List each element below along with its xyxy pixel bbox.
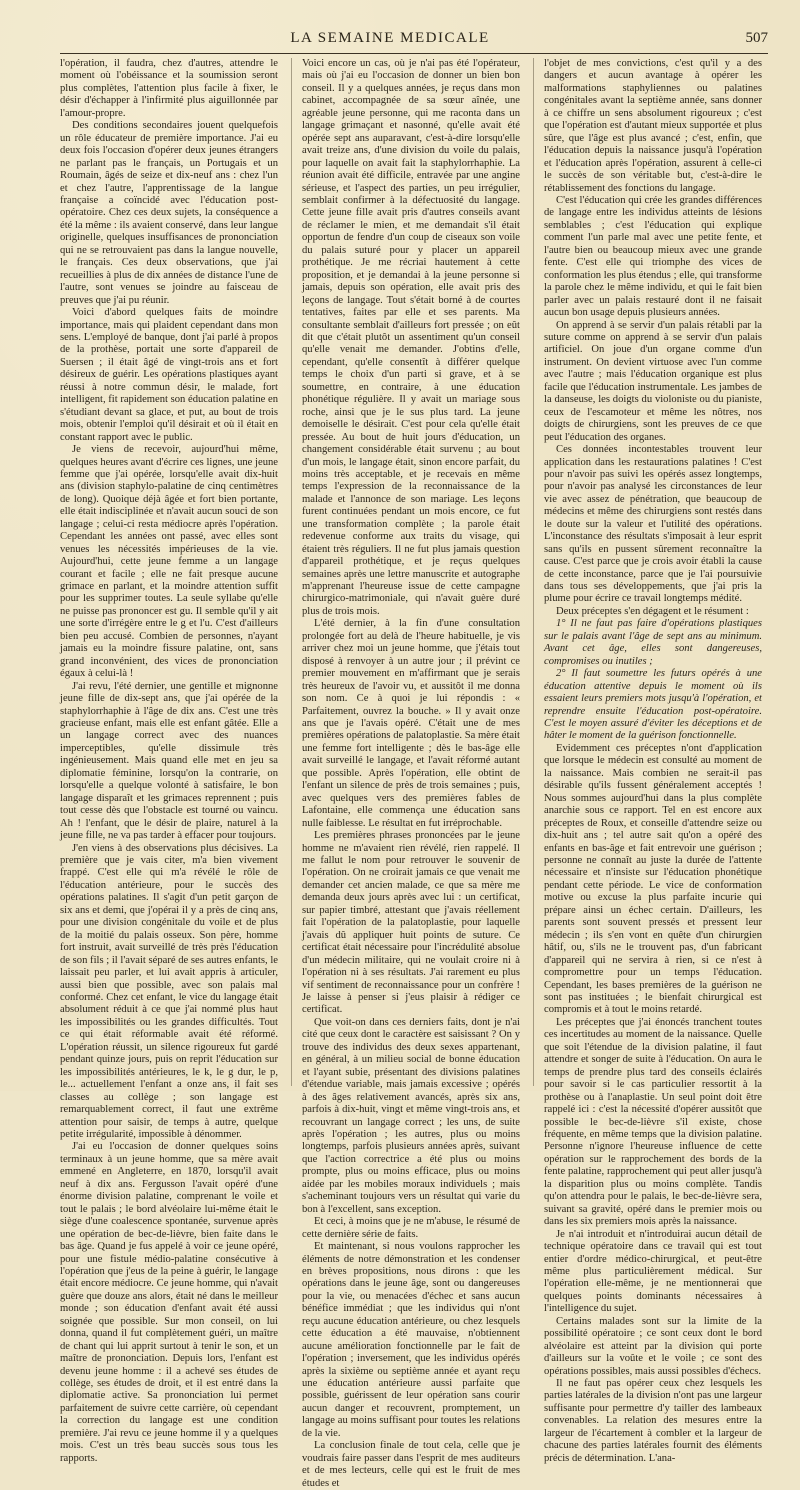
paragraph: Et maintenant, si nous voulons rapprocher les éléments de notre démonstration et les condenser en brèves propositions, nous dirons : que les opérations dans le jeune âge, sont ou dangereuses pour la vie, ou menacées d'échec et sans aucun bénéfice immédiat ; que les individus qui n'ont reçu aucune éducation antérieure, ou chez lesquels cette éducation a été mauvaise, n'obtiennent aucune amélioration fonctionnelle par le fait de l'opération ; inversement, que les individus opérés après la sixième ou septième année et ayant reçu une éducation antérieure aussi parfaite que possible, guérissent de leur opération sans courir aucun danger et recouvrent, promptement, un langage au moins suffisant pour toutes les relations de la vie. xyxy=(302,1241,520,1439)
text-column-right xyxy=(544,58,762,1464)
paragraph: 2° Il faut soumettre les futurs opérés à une éducation attentive depuis le moment où ils essaient leurs premiers mots jusqu'à l'opération, et reprendre ensuite l'éducation post-opératoire. C'est le moyen assuré d'éviter les déceptions et de hâter le moment de la guérison fonctionnelle. xyxy=(544,668,762,742)
text-column-left xyxy=(60,58,278,1464)
paragraph: C'est l'éducation qui crée les grandes différences de langage entre les individus atteints de lésions semblables ; c'est l'éducation qui explique comment l'un parle mal avec une petite fente, et l'autre bien ou beaucoup mieux avec une grande fente. C'est elle qui triomphe des vices de conformation les plus étendus ; elle, qui transforme la parole chez le même individu, et qui le fait bien parler avec un palais restauré dont il ne faisait aucun bon usage depuis plusieurs années. xyxy=(544,194,762,319)
text-column-middle xyxy=(302,58,520,1489)
paragraph: Evidemment ces préceptes n'ont d'application que lorsque le médecin est consulté au moment de la naissance. Mais combien ne serait-il pas désirable qu'ils fussent généralement acceptés ! Nous sommes aujourd'hui dans la plus complète anarchie sous ce rapport. Tel en est encore aux préceptes de Roux, et conseille d'attendre seize ou dix-huit ans ; tel autre sait qu'on a opéré des enfants en bas-âge et fait entrevoir une guérison ; personne ne connaît au juste la durée de l'attente nécessaire et n'insiste sur l'éducation phonétique pendant cette période. Le vice de conformation motive ou excuse la plus parfaite incurie qui prépare ainsi un échec certain. D'ailleurs, les parents sont souvent pressés et pressent leur médecin ; ils s'en vont en quête d'un chirurgien hâtif, ou, s'ils ne le trouvent pas, d'un fabricant d'appareil qui ne servira à rien, si ce n'est à compromettre pour un temps l'éducation. Cependant, les bases premières de la guérison ne sont pas instituées ; le bienfait chirurgical est compromis et à tout le moins retardé. xyxy=(544,742,762,1016)
running-title: LA SEMAINE MEDICALE xyxy=(290,30,490,46)
paragraph: La conclusion finale de tout cela, celle que je voudrais faire passer dans l'esprit de mes auditeurs et de mes lecteurs, celle qui est le fruit de mes études et xyxy=(302,1440,520,1489)
paragraph: Ces données incontestables trouvent leur application dans les restaurations palatines ! C'est pour n'avoir pas suivi les opérés assez longtemps, pour n'avoir pas analysé les circonstances de leur vie avec assez de pénétration, que beaucoup de médecins et même des chirurgiens sont restés dans le doute sur la valeur et l'utilité des opérations. L'inconstance des résultats s'imposait à leur esprit sans qu'ils en pussent sûrement reconnaître la cause. C'est parce que je crois avoir établi la cause de cette inconstance, parce que je l'ai poursuivie dans tous ses développements, que j'ai pris la plume pour écrire ce travail longtemps médité. xyxy=(544,444,762,605)
column-divider xyxy=(291,58,292,1086)
paragraph: Voici d'abord quelques faits de moindre importance, mais qui plaident cependant dans mon sens. L'employé de banque, dont j'ai parlé à propos de la prothèse, portait une sorte d'appareil de Suersen ; il était âgé de vingt-trois ans et fort désireux de guérir. Les opérations plastiques ayant réussi à notre commun désir, le malade, fort intelligent, fit rapidement son éducation palatine en s'étudiant devant sa glace, et put, au bout de trois mois, obtenir l'emploi qu'il désirait et où il était en constant rapport avec le public. xyxy=(60,307,278,443)
paragraph: J'en viens à des observations plus décisives. La première que je vais citer, m'a bien vivement frappé. C'est elle qui m'a révélé le rôle de l'éducation antérieure, pour le succès des opérations palatines. Il s'agit d'un petit garçon de six ans et demi, que j'opérai il y a près de cinq ans, pour une division congénitale du voile et de plus de la moitié du palais osseux. Son père, homme fort instruit, avait surveillé de très près l'éducation de son fils ; il l'avait séparé de ses autres enfants, le laissait peu parler, et lui avait appris à articuler, aussi bien que possible, avec son palais mal conformé. Chez cet enfant, le vice du langage était absolument réduit à ce que j'ai nommé plus haut les impossibilités ou les grandes difficultés. Tout ce qui était réformable avait été réformé. L'opération réussit, un silence rigoureux fut gardé pendant quinze jours, puis on reprit l'éducation sur les impossibilités antérieures, le k, le g dur, le p, le... actuellement l'enfant a onze ans, il fait ses classes au collège ; son langage est remarquablement correct, il faut une extrême attention pour saisir, de temps à autre, quelque petite irrégularité, impossible à dénommer. xyxy=(60,842,278,1140)
paragraph: l'objet de mes convictions, c'est qu'il y a des dangers et aucun avantage à opérer les malformations staphyliennes ou palatines congénitales avant la septième année, sans donner à ce chiffre un sens absolument rigoureux ; c'est que l'opération est d'autant mieux supportée et plus sûre, que l'âge est plus avancé ; c'est, enfin, que l'éducation depuis la naissance jusqu'à l'opération et l'éducation après l'opération, assurent à celle-ci le succès de son véritable but, c'est-à-dire le rétablissement des fonctions du langage. xyxy=(544,58,762,194)
paragraph: L'été dernier, à la fin d'une consultation prolongée fort au delà de l'heure habituelle, je vis arriver chez moi un jeune homme, que j'étais tout disposé à renvoyer à un autre jour ; il prévint ce premier mouvement en m'affirmant que je serais très heureux de l'avoir vu, et aussitôt il me donna son nom. Ce à quoi je lui répondis : « Parfaitement, ouvrez la bouche. » Il y avait onze ans que je l'avais opéré. C'était une de mes premières opérations de palatoplastie. Sa mère était une femme fort intelligente ; dès le bas-âge elle avait surveillé le langage, et l'avait réformé autant que possible. Après l'opération, elle obtint de l'enfant un silence de près de trois semaines ; puis, avec quelques vers des premières fables de Lafontaine, elle commença une éducation sans nulle faiblesse. Le résultat en fut irréprochable. xyxy=(302,618,520,829)
paragraph: l'opération, il faudra, chez d'autres, attendre le moment où l'obéissance et la soumission seront plus complètes, l'attention plus facile à fixer, le désir d'échapper à l'infirmité plus aiguillonnée par l'amour-propre. xyxy=(60,58,278,119)
paragraph: Et ceci, à moins que je ne m'abuse, le résumé de cette dernière série de faits. xyxy=(302,1216,520,1240)
page-header xyxy=(60,30,768,50)
paragraph: Certains malades sont sur la limite de la possibilité opératoire ; ce sont ceux dont le bord alvéolaire est atteint par la division qui porte d'ailleurs sur la voûte et le voile ; ce sont des opérations possibles, mais aussi possibles d'échecs. xyxy=(544,1315,762,1377)
paragraph: 1° Il ne faut pas faire d'opérations plastiques sur le palais avant l'âge de sept ans au minimum. Avant cet âge, elles sont dangereuses, compromises ou inutiles ; xyxy=(544,618,762,667)
column-divider xyxy=(533,58,534,1086)
page-number: 507 xyxy=(745,30,768,46)
paragraph: On apprend à se servir d'un palais rétabli par la suture comme on apprend à se servir d'un palais artificiel. On joue d'un organe comme d'un instrument. On devient virtuose avec l'un comme avec l'autre ; mais l'éducation organique est plus facile que l'éducation instrumentale. Les jambes de la danseuse, les doigts du violoniste ou du pianiste, ceux de l'escamoteur et même les nôtres, nos doigts de chirurgiens, sont les preuves de ce que peut l'éducation des organes. xyxy=(544,319,762,443)
paragraph: Les premières phrases prononcées par le jeune homme ne m'avaient rien révélé, rien rappelé. Il me fallut le nom pour retrouver le souvenir de l'opération. On ne croirait jamais ce que venait me demander cet ancien malade, ce que sa mère me demanda deux jours après avec lui : un certificat, sur papier timbré, attestant que j'avais réellement fait l'opération de la palatoplastie, pour laquelle j'avais dû appliquer huit points de suture. Ce certificat était nécessaire pour l'incrédulité absolue d'un médecin militaire, qui ne voulait croire ni à l'opération ni à ses résultats. J'ai rarement eu plus vif sentiment de reconnaissance pour un confrère ! Je laisse à penser si j'eus plaisir à rédiger ce certificat. xyxy=(302,830,520,1016)
paragraph: Il ne faut pas opérer ceux chez lesquels les parties latérales de la division n'ont pas une largeur suffisante pour permettre d'y tailler des lambeaux convenables. La relation des mesures entre la largeur de l'écartement à combler et la largeur de chacune des parties latérales fournit des éléments précis de détermination. L'ana- xyxy=(544,1378,762,1464)
paragraph: Je viens de recevoir, aujourd'hui même, quelques heures avant d'écrire ces lignes, une jeune femme que j'ai opérée, lorsqu'elle avait dix-huit ans (division staphylo-palatine de cinq centimètres de long). Quoique déjà âgée et fort bien portante, elle était indisciplinée et n'avait aucun souci de son langage ; celui-ci resta médiocre après l'opération. Cependant les années ont passé, avec elles sont venues les nécessités impérieuses de la vie. Aujourd'hui, cette jeune femme a un langage courant et facile ; elle ne fait presque aucune grimace en parlant, et la moindre attention suffit pour les supprimer toutes. La seule syllabe qu'elle ne puisse pas prononcer est gu. Il semble qu'il y ait une sorte d'irrégère entre le g et l'u. C'est d'ailleurs bien peu accusé. Combien de personnes, n'ayant jamais eu la moindre fissure palatine, ont, sans grand inconvénient, des vices de prononciation égaux à celui-là ! xyxy=(60,444,278,680)
paragraph: Voici encore un cas, où je n'ai pas été l'opérateur, mais où j'ai eu l'occasion de donner un bien bon conseil. Il y a quelques années, je reçus dans mon cabinet, accompagnée de sa sœur aînée, une agréable jeune personne, qui me raconta dans un langage grimaçant et nasonné, qu'elle avait été opérée sept ans auparavant, c'est-à-dire lorsqu'elle avait treize ans, d'une division du voile du palais, pour laquelle on avait fait la staphylorrhaphie. La réunion avait été difficile, entravée par une angine sérieuse, et l'aspect des parties, un peu irrégulier, semblait confirmer à la défectuosité du langage. Cette jeune fille avait pris d'autres conseils avant de réclamer le mien, et me demandait s'il était opportun de fendre d'un coup de ciseaux son voile du palais suturé pour y placer un appareil prothétique. Je me récriai hautement à cette proposition, et je demandai à la jeune personne si jamais, depuis son opération, elle avait pris des leçons de langage. Tout s'était borné à de courtes tentatives, faites par elle et ses parents. Ma consultante semblait d'ailleurs fort pressée ; on eût dit que c'était plutôt un assentiment qu'un conseil qu'elle venait me demander. J'obtins d'elle, cependant, qu'elle consentît à différer quelque temps le choix d'un parti si grave, et à se soumettre, en contraire, à une éducation phonétique régulière. Il y avait un mariage sous roche, ainsi que je le sus plus tard. La jeune demoiselle le désirait. C'est pour cela qu'elle était pressée. Au bout de huit jours d'éducation, un changement considérable était survenu ; au bout d'un mois, le langage était, sinon encore parfait, du moins très acceptable, et je recevais en même temps l'expression de la reconnaissance de la malade et l'annonce de son mariage. Les leçons furent continuées pendant un mois encore, ce fut une transformation complète ; la parole était redevenue conforme aux traits du visage, qui étaient très réguliers. Il ne fut plus jamais question d'appareil prothétique, et je reçus quelques semaines après une lettre manuscrite et autographe m'apprenant l'heureuse issue de cette campagne chirurgico-matrimoniale, qui n'avait guère duré plus de trois mois. xyxy=(302,58,520,617)
paragraph: J'ai eu l'occasion de donner quelques soins terminaux à un jeune homme, que sa mère avait emmené en Angleterre, en 1870, lorsqu'il avait neuf à dix ans. Fergusson l'avait opéré d'une énorme division palatine, comprenant le voile et tout le palais ; le bord alvéolaire lui-même était le siège d'une coalescence spontanée, survenue après une opération de bec-de-lièvre, bien faite dans le bas âge. Quand je fus appelé à voir ce jeune opéré, pour une fistule médio-palatine consécutive à l'opération que j'eus de la peine à guérir, le langage était encore médiocre. Ce jeune homme, qui n'avait guère que douze ans alors, était né dans le meilleur monde ; son éducation d'enfant avait été aussi soignée que possible. Sur mon conseil, on lui donna, quand il fut complètement guéri, un maître de chant qui lui apprit surtout à tenir le son, et un maître de prononciation. Depuis lors, l'enfant est devenu jeune homme : il a achevé ses études de collège, ses études de droit, et il est entré dans la diplomatie active. Sa prononciation lui permet parfaitement de suivre cette carrière, où cependant la correction du langage est une condition première. J'ai revu ce jeune homme il y a quelques mois. C'est un très beau succès sous tous les rapports. xyxy=(60,1141,278,1464)
paragraph: Deux préceptes s'en dégagent et le résument : xyxy=(556,605,749,617)
paragraph: Je n'ai introduit et n'introduirai aucun détail de technique opératoire dans ce travail qui est tout entier d'ordre médico-chirurgical, et peut-être même plus particulièrement médical. Sur l'opération elle-même, je ne mentionnerai que quelques points dominants nécessaires à l'intelligence du sujet. xyxy=(544,1228,762,1315)
header-rule xyxy=(60,53,768,54)
paragraph: Des conditions secondaires jouent quelquefois un rôle éducateur de première importance. J'ai eu deux fois l'occasion d'opérer deux jeunes étrangers ne parlant pas le français, un Portugais et un Roumain, âgés de seize et dix-neuf ans : chez l'un et chez l'autre, l'apprentissage de la langue française a coïncidé avec l'éducation post-opératoire. Chez ces deux sujets, la conséquence a été la même : ils avaient conservé, dans leur langue originelle, quelques insuffisances de prononciation qui ne se retrouvaient pas dans la langue nouvelle, le français. Ces deux observations, que j'ai recueillies à plus de dix années de distance l'une de l'autre, sont venues se joindre au faisceau de preuves que j'ai pu réunir. xyxy=(60,120,278,306)
paragraph: Que voit-on dans ces derniers faits, dont je n'ai cité que ceux dont le caractère est saisissant ? On y trouve des individus des deux sexes appartenant, en général, à un milieu social de bonne éducation et l'ayant subie, présentant des divisions palatines d'étendue variable, mais jamais excessive ; opérés à des âges relativement avancés, après six ans, parfois à dix-huit, vingt et même vingt-trois ans, et recouvrant un langage correct ; les uns, de suite après l'opération ; les autres, plus ou moins longtemps, parfois plusieurs années après, suivant que l'action correctrice a été plus ou moins prompte, plus ou moins efficace, plus ou moins aidée par les mobiles moraux individuels ; mais s'acheminant toujours vers un résultat qui varie du bon à l'excellent, sans exception. xyxy=(302,1016,520,1215)
paragraph: J'ai revu, l'été dernier, une gentille et mignonne jeune fille de dix-sept ans, que j'ai opérée de la staphylorrhaphie à l'âge de dix ans. C'est une très gracieuse enfant, mais elle est enfant gâtée. Elle a un langage correct avec des nuances imperceptibles, qu'elle dissimule très ingénieusement. Mais quand elle met en jeu sa diplomatie féminine, lorsqu'on la contrarie, on lorsqu'elle a quelque volonté à satisfaire, le bon langage disparaît et les grimaces reprennent ; puis tout cesse dès que l'obstacle est tourné ou vaincu. Ah ! l'enfant, que le désir de plaire, naturel à la jeune fille, ne va pas tarder à effacer pour toujours. xyxy=(60,680,278,842)
paragraph: Les préceptes que j'ai énoncés tranchent toutes ces incertitudes au moment de la naissance. Quelle que soit l'étendue de la division palatine, il faut attendre et songer de suite à l'éducation. On aura le temps de prendre plus tard des conseils éclairés pour savoir si le cas particulier ressortit à la prothèse ou à l'anaplastie. Un seul point doit être rappelé ici : c'est la nécessité d'opérer aussitôt que possible le bec-de-lièvre s'il existe, chose fréquente, en même temps que la division palatine. Personne n'ignore l'heureuse influence de cette opération sur le rapprochement des bords de la fente palatine, rapprochement qui peut aller jusqu'à la disparition plus ou moins complète. Tandis qu'on attendra pour le palais, le bec-de-lièvre sera, suivant sa gravité, opéré dans le premier mois ou dans les six premiers mois après la naissance. xyxy=(544,1016,762,1228)
